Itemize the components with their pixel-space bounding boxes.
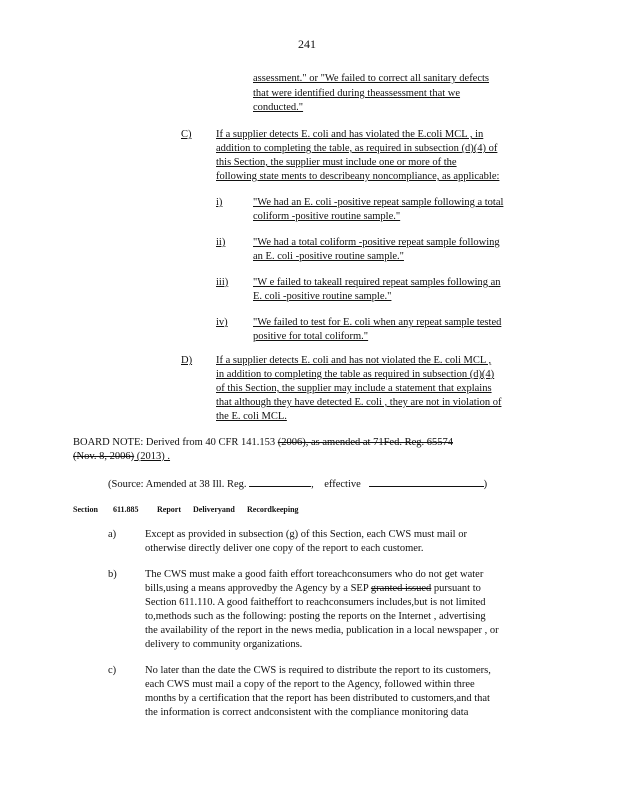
para-c-line: the information is correct andconsistent with the compliance monitoring data [145, 707, 469, 718]
subitem-iv-line: positive for total coliform." [253, 331, 369, 342]
continuation-line-3: conducted." [253, 102, 304, 113]
para-b-line: to,methods such as the following: posting the reports on the Internet , advertising [145, 611, 486, 622]
board-note-struck-date: (Nov. 8, 2006) [73, 451, 135, 462]
source-comma: , [311, 479, 314, 490]
board-note-line-1 [73, 437, 453, 448]
para-b-line: Section 611.110. A good faitheffort to reachconsumers includes,but is not limited [145, 597, 486, 608]
subitem-iii-label: iii) [216, 277, 229, 288]
board-note-line-2 [73, 451, 170, 462]
item-d-label: D) [181, 355, 193, 366]
para-b-struck-text: granted issued [370, 583, 432, 594]
para-a-line: Except as provided in subsection (g) of this Section, each CWS must mail or [145, 529, 467, 540]
subitem-ii-line: "We had a total coliform -positive repeat sample following [253, 237, 500, 248]
para-c-line: months by a certification that the report has been distributed to customers,and that [145, 693, 490, 704]
para-b-line [145, 583, 481, 594]
para-a-label: a) [108, 529, 117, 540]
subitem-i-label: i) [216, 197, 223, 208]
item-d-line: of this Section, the supplier may include a statement that explains [216, 383, 492, 394]
para-b-label: b) [108, 569, 117, 580]
section-title-word: Deliveryand [193, 505, 235, 514]
para-b-text: pursuant to [431, 583, 481, 594]
item-c-line: addition to completing the table, as required in subsection (d)(4) of [216, 143, 498, 154]
item-c-line: this Section, the supplier must include one or more of the [216, 157, 457, 168]
para-c-label: c) [108, 665, 117, 676]
item-d-line: that although they have detected E. coli , they are not in violation of [216, 397, 502, 408]
subitem-i-line: "We had an E. coli -positive repeat sample following a total [253, 197, 504, 208]
subitem-ii-label: ii) [216, 237, 226, 248]
register-blank [249, 476, 311, 487]
subitem-i-line: coliform -positive routine sample." [253, 211, 401, 222]
source-line [108, 476, 487, 490]
continuation-line-1: assessment." or "We failed to correct all sanitary defects [253, 73, 490, 84]
para-c-line: each CWS must mail a copy of the report to the Agency, followed within three [145, 679, 475, 690]
para-c-line: No later than the date the CWS is required to distribute the report to its customers, [145, 665, 491, 676]
item-d-line: If a supplier detects E. coli and has not violated the E. coli MCL , [216, 355, 492, 366]
section-number: 611.885 [113, 505, 139, 514]
board-note-new-year: (2013) . [134, 451, 171, 462]
subitem-iii-line: E. coli -positive routine sample." [253, 291, 392, 302]
item-d-line: in addition to completing the table as required in subsection (d)(4) [216, 369, 495, 380]
section-title-word: Recordkeeping [247, 505, 299, 514]
section-label: Section [73, 505, 98, 514]
page-number: 241 [298, 37, 316, 51]
source-text: (Source: Amended at 38 Ill. Reg. [108, 479, 247, 490]
item-c-label: C) [181, 129, 192, 140]
subitem-iv-line: "We failed to test for E. coli when any repeat sample tested [253, 317, 502, 328]
subitem-ii-line: an E. coli -positive routine sample." [253, 251, 404, 262]
para-a-line: otherwise directly deliver one copy of the report to each customer. [145, 543, 424, 554]
para-b-line: delivery to community organizations. [145, 639, 303, 650]
section-title-word: Report [157, 505, 181, 514]
board-note-text: BOARD NOTE: Derived from 40 CFR 141.153 [73, 437, 278, 448]
item-d-line: the E. coli MCL. [216, 411, 287, 422]
continuation-line-2: that were identified during theassessment that we [253, 88, 461, 99]
subitem-iii-line: "W e failed to takeall required repeat samples following an [253, 277, 501, 288]
board-note-struck-text: (2006), as amended at 71Fed. Reg. 65574 [277, 437, 454, 448]
source-close: ) [483, 479, 488, 490]
item-c-line: If a supplier detects E. coli and has violated the E.coli MCL , in [216, 129, 484, 140]
para-b-line: the availability of the report in the news media, publication in a local newspaper , or [145, 625, 499, 636]
effective-date-blank [369, 476, 484, 487]
para-b-line: The CWS must make a good faith effort toreachconsumers who do not get water [145, 569, 484, 580]
item-c-line: following state ments to describeany noncompliance, as applicable: [216, 171, 500, 182]
subitem-iv-label: iv) [216, 317, 228, 328]
effective-label: effective [324, 479, 361, 490]
para-b-text: bills,using a means approvedby the Agency by a SEP [145, 583, 371, 594]
